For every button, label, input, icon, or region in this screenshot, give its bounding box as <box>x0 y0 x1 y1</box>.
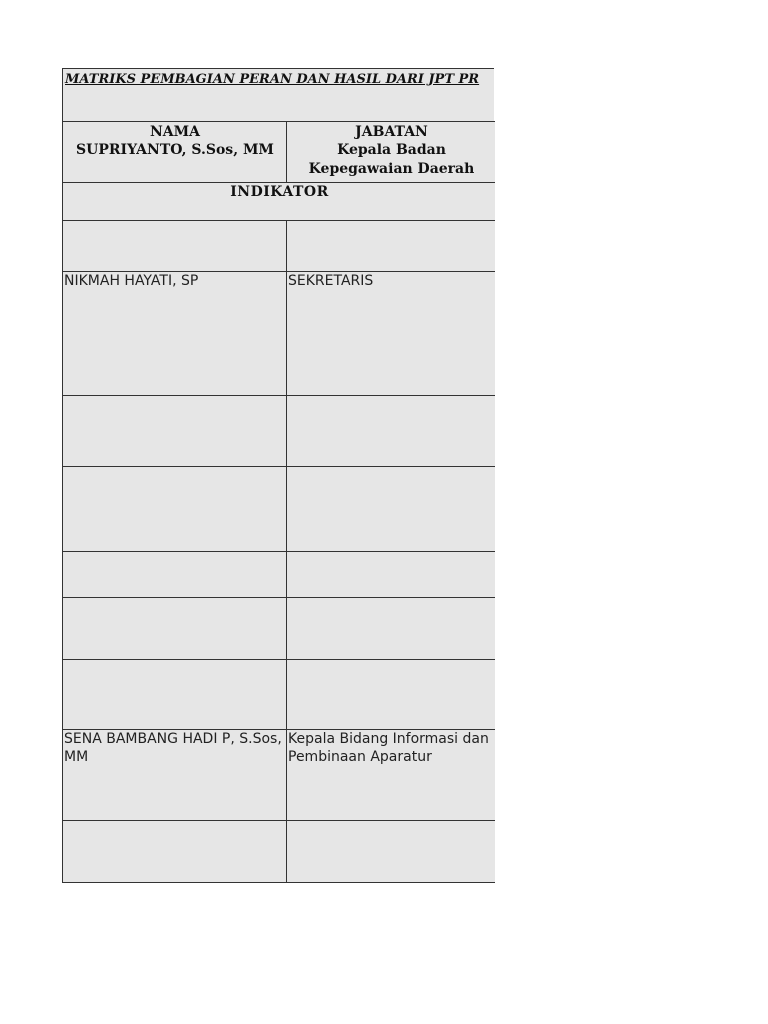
name-cell <box>63 552 287 598</box>
matrix-sheet <box>62 68 494 883</box>
table-row <box>63 598 496 660</box>
table-row <box>63 660 496 730</box>
name-cell <box>63 396 287 467</box>
nama-header-cell <box>63 122 287 183</box>
nama-value: SUPRIYANTO, S.Sos, MM <box>76 142 274 158</box>
position-cell <box>287 821 496 883</box>
jabatan-value: Kepala Badan Kepegawaian Daerah <box>308 142 475 177</box>
name-cell <box>63 660 287 730</box>
jabatan-header-cell <box>287 122 496 183</box>
name-cell <box>63 821 287 883</box>
table-row <box>63 272 496 396</box>
table-row <box>63 821 496 883</box>
document-title-cell <box>62 68 494 91</box>
position-cell <box>287 552 496 598</box>
name-cell <box>63 221 287 272</box>
table-row <box>63 552 496 598</box>
position-cell <box>287 598 496 660</box>
position-cell <box>287 467 496 552</box>
table-row <box>63 467 496 552</box>
name-cell <box>63 598 287 660</box>
name-cell <box>63 467 287 552</box>
table-row <box>63 396 496 467</box>
matrix-table <box>62 121 495 883</box>
name-cell: SENA BAMBANG HADI P, S.Sos, MM <box>63 730 287 821</box>
position-cell <box>287 396 496 467</box>
position-cell <box>287 221 496 272</box>
name-cell: NIKMAH HAYATI, SP <box>63 272 287 396</box>
position-cell <box>287 660 496 730</box>
header-row <box>63 122 496 183</box>
indikator-cell <box>63 183 496 221</box>
indikator-row <box>63 183 496 221</box>
title-blank-row <box>62 91 494 121</box>
document-title: MATRIKS PEMBAGIAN PERAN DAN HASIL DARI JPT PR <box>65 72 480 87</box>
nama-label: NAMA <box>149 124 201 140</box>
table-row <box>63 730 496 821</box>
position-cell: Kepala Bidang Informasi dan Pembinaan Aparatur <box>287 730 496 821</box>
jabatan-label: JABATAN <box>355 124 428 140</box>
position-cell: SEKRETARIS <box>287 272 496 396</box>
indikator-label: INDIKATOR <box>230 184 329 200</box>
table-row <box>63 221 496 272</box>
